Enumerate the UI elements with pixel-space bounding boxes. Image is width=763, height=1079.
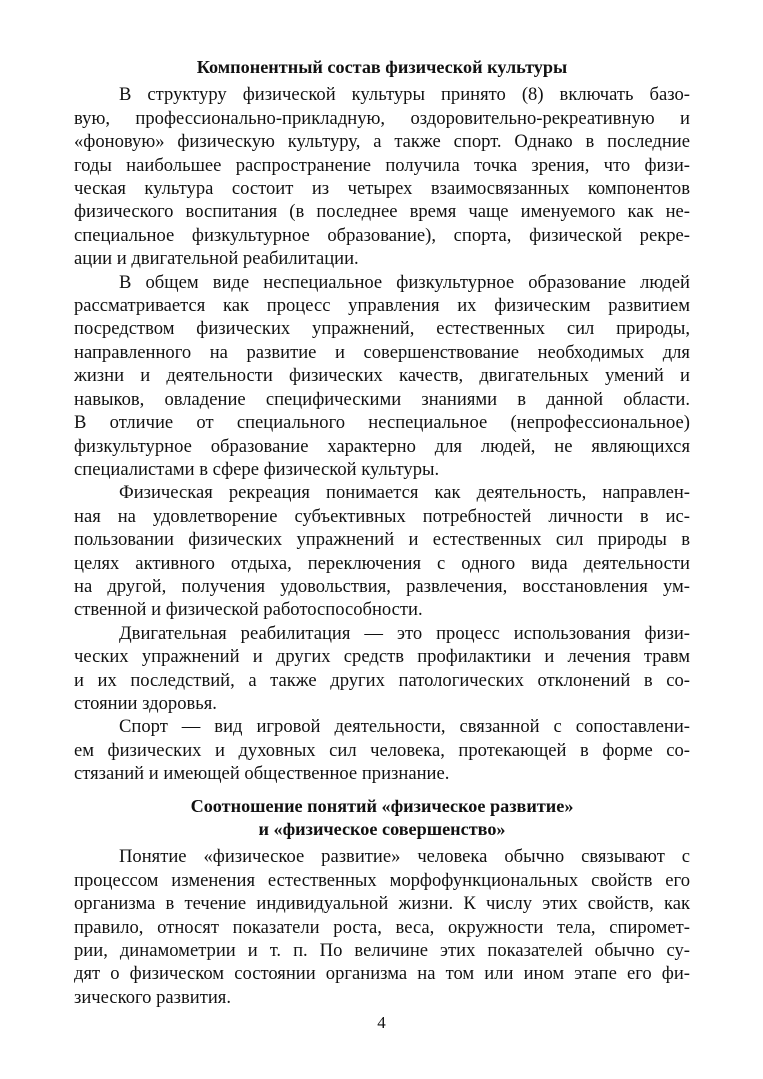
text-line: пользовании физических упражнений и естественных сил природы в <box>74 529 690 551</box>
text-line: В общем виде неспециальное физкультурное образование людей <box>119 271 690 293</box>
text-line: Физическая рекреация понимается как деятельность, направлен- <box>119 482 690 504</box>
text-line: годы наибольшее распространение получила точка зрения, что физи- <box>74 154 690 176</box>
text-line: ческая культура состоит из четырех взаимосвязанных компонентов <box>74 178 690 200</box>
paragraph-structure <box>74 83 690 270</box>
text-line: на другой, получения удовольствия, развлечения, восстановления ум- <box>74 575 690 597</box>
text-line: рии, динамометрии и т. п. По величине этих показателей обычно су- <box>74 940 690 962</box>
text-line: специалистами в сфере физической культуры. <box>74 458 440 480</box>
section-development-body <box>74 845 690 1009</box>
text-line: ем физических и духовных сил человека, протекающей в форме со- <box>74 739 690 761</box>
heading-line: и «физическое совершенство» <box>258 819 506 839</box>
text-line: зического развития. <box>74 986 232 1008</box>
page-number: 4 <box>377 1013 386 1032</box>
paragraph-physical-education <box>74 271 690 482</box>
text-line: «фоновую» физическую культуру, а также спорт. Однако в последние <box>74 131 690 153</box>
section-heading-development <box>74 795 690 842</box>
text-line: ственной и физической работоспособности. <box>74 599 423 621</box>
paragraph-sport <box>74 715 690 785</box>
text-line: жизни и деятельности физических качеств, двигательных умений и <box>74 365 690 387</box>
text-line: ческих упражнений и других средств профилактики и лечения травм <box>74 646 690 668</box>
text-line: организма в течение индивидуальной жизни. К числу этих свойств, как <box>74 893 690 915</box>
text-line: правило, относят показатели роста, веса, окружности тела, спиромет- <box>74 916 690 938</box>
paragraph-physical-development <box>74 845 690 1009</box>
text-line: процессом изменения естественных морфофункциональных свойств его <box>74 869 690 891</box>
text-line: Спорт — вид игровой деятельности, связанной с сопоставлени- <box>119 716 690 738</box>
text-line: посредством физических упражнений, естественных сил природы, <box>74 318 690 340</box>
paragraph-recreation <box>74 481 690 621</box>
text-line: физкультурное образование характерно для людей, не являющихся <box>74 435 690 457</box>
text-line: рассматривается как процесс управления их физическим развитием <box>74 295 690 317</box>
text-line: вую, профессионально-прикладную, оздоровительно-рекреативную и <box>74 107 690 129</box>
text-line: ации и двигательной реабилитации. <box>74 248 359 270</box>
heading-line: Компонентный состав физической культуры <box>196 57 568 77</box>
text-line: стязаний и имеющей общественное признание. <box>74 763 450 785</box>
section-heading-components <box>74 56 690 79</box>
text-line: целях активного отдыха, переключения с одного вида деятельности <box>74 552 690 574</box>
text-line: и их последствий, а также других патологических отклонений в со- <box>74 669 690 691</box>
section-components-body <box>74 83 690 785</box>
text-line: физического воспитания (в последнее время чаще именуемого как не- <box>74 201 690 223</box>
text-line: ная на удовлетворение субъективных потребностей личности в ис- <box>74 505 690 527</box>
paragraph-rehabilitation <box>74 622 690 716</box>
text-line: направленного на развитие и совершенствование необходимых для <box>74 341 690 363</box>
text-line: Понятие «физическое развитие» человека обычно связывают с <box>119 846 690 868</box>
heading-line: Соотношение понятий «физическое развитие» <box>190 795 574 816</box>
text-line: Двигательная реабилитация — это процесс использования физи- <box>119 622 690 644</box>
text-line: В отличие от специального неспециальное (непрофессиональное) <box>74 412 690 434</box>
text-line: навыков, овладение специфическими знаниями в данной области. <box>74 388 690 410</box>
page-content <box>74 56 690 1009</box>
text-line: стоянии здоровья. <box>74 692 217 714</box>
text-line: дят о физическом состоянии организма на том или ином этапе его фи- <box>74 963 690 985</box>
text-line: В структуру физической культуры принято (8) включать базо- <box>119 84 690 106</box>
text-line: специальное физкультурное образование), спорта, физической рекре- <box>74 224 690 246</box>
